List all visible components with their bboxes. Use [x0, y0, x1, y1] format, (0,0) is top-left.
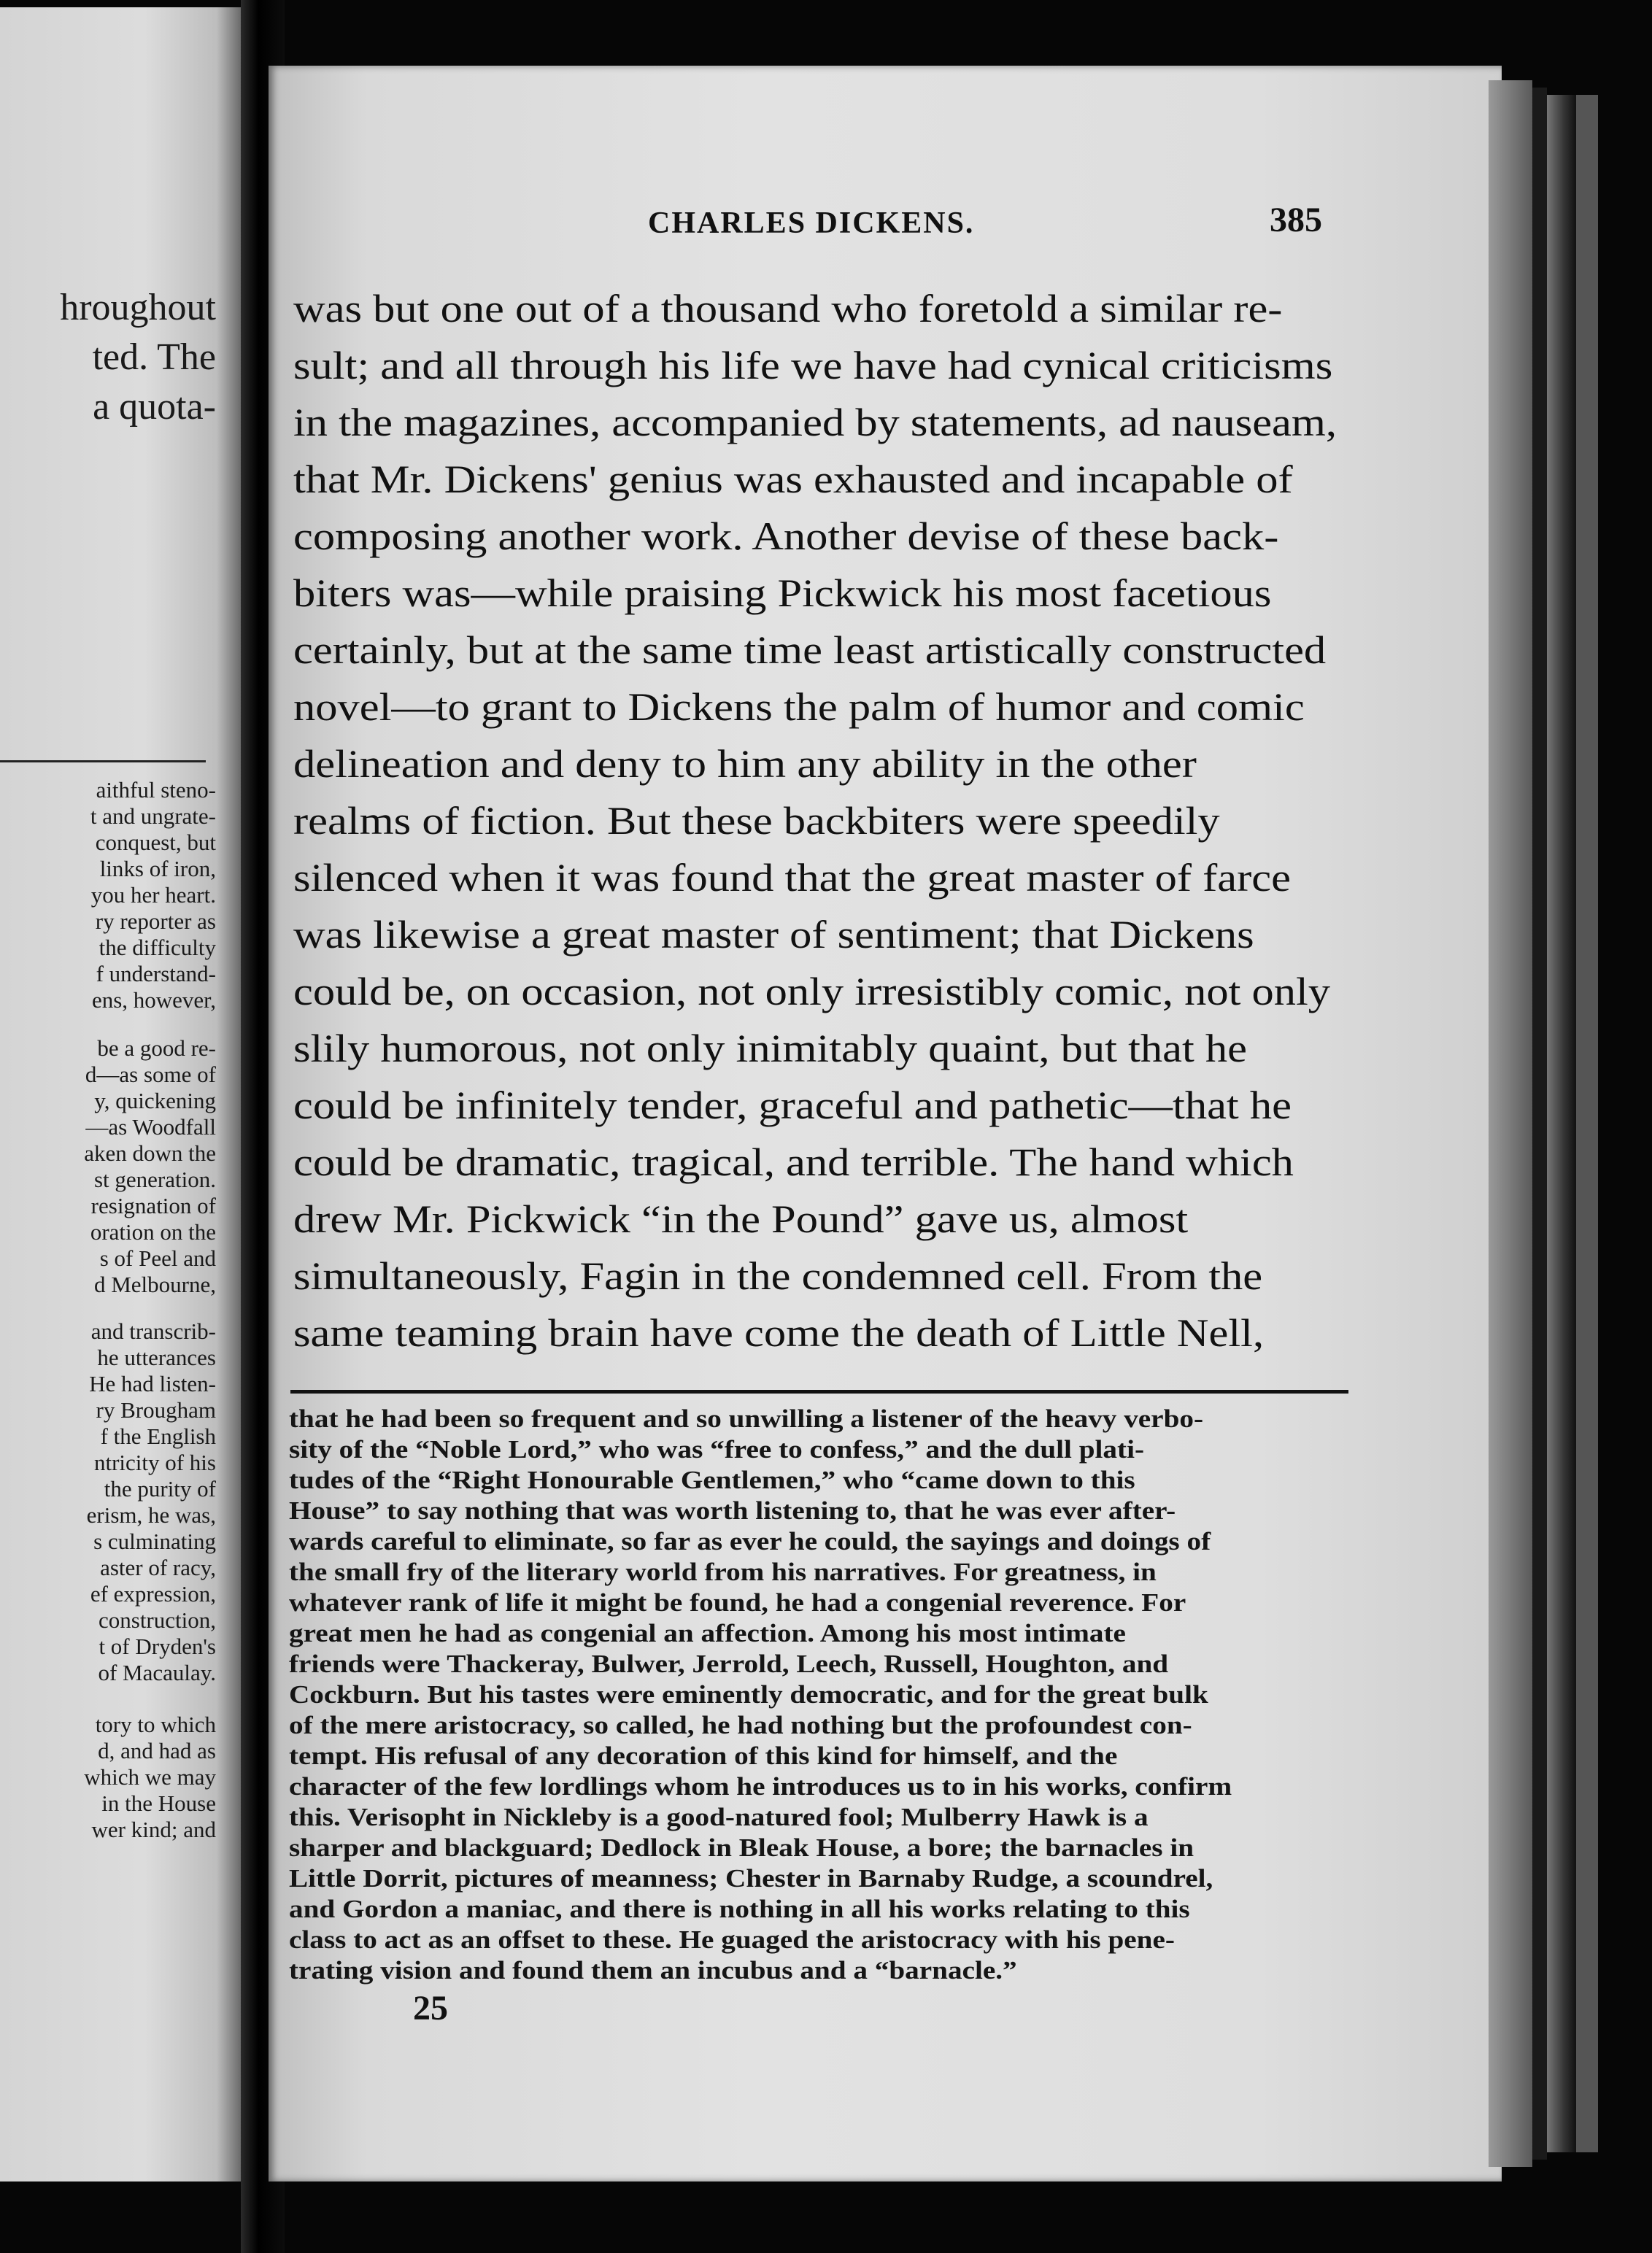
- body-line: novel—to grant to Dickens the palm of humor and comic: [293, 685, 1305, 729]
- left-page-note-line: s culminating: [93, 1529, 216, 1554]
- footnote-line: that he had been so frequent and so unwilling a listener of the heavy verbo-: [289, 1404, 1204, 1433]
- left-page-note-line: ry reporter as: [95, 908, 216, 934]
- footnote-line: House” to say nothing that was worth listening to, that he was ever after-: [289, 1496, 1176, 1525]
- left-page-note-line: aithful steno-: [96, 777, 216, 803]
- body-line: in the magazines, accompanied by statements, ad nauseam,: [293, 401, 1337, 444]
- body-line: biters was—while praising Pickwick his most facetious: [293, 571, 1272, 615]
- body-line: silenced when it was found that the great master of farce: [293, 856, 1291, 900]
- left-page-note-line: y, quickening: [94, 1088, 216, 1113]
- footnote-line: and Gordon a maniac, and there is nothing in all his works relating to this: [289, 1895, 1190, 1923]
- left-page-note-line: f understand-: [96, 961, 216, 986]
- left-page-line: a quota-: [93, 386, 216, 428]
- left-page-note-line: the difficulty: [99, 935, 216, 960]
- footnote-line: character of the few lordlings whom he introduces us to in his works, confirm: [289, 1772, 1232, 1801]
- left-page-note-line: which we may: [84, 1764, 216, 1790]
- left-page-note-line: construction,: [99, 1607, 216, 1633]
- page-edge: [1489, 80, 1532, 2167]
- left-page-note-line: aken down the: [84, 1140, 216, 1166]
- footnote-line: wards careful to eliminate, so far as ever he could, the sayings and doings of: [289, 1527, 1211, 1556]
- left-page-note-line: d Melbourne,: [93, 1272, 216, 1297]
- left-page-line: hroughout: [60, 287, 216, 328]
- left-page-note-line: you her heart.: [90, 882, 216, 908]
- body-line: was likewise a great master of sentiment; that Dickens: [293, 913, 1254, 957]
- body-line: simultaneously, Fagin in the condemned cell. From the: [293, 1254, 1263, 1298]
- signature-mark: 25: [413, 1989, 448, 2028]
- left-page-rule: [0, 760, 206, 762]
- left-facing-page: [0, 7, 241, 2181]
- page-edge: [1576, 95, 1598, 2152]
- footnote-line: friends were Thackeray, Bulwer, Jerrold, Leech, Russell, Houghton, and: [289, 1650, 1169, 1678]
- left-page-note-line: resignation of: [90, 1193, 216, 1218]
- footnote-line: sharper and blackguard; Dedlock in Bleak House, a bore; the barnacles in: [289, 1833, 1194, 1862]
- left-page-note-line: d—as some of: [85, 1062, 216, 1087]
- footnote-line: class to act as an offset to these. He guaged the aristocracy with his pene-: [289, 1925, 1175, 1954]
- left-page-note-line: he utterances: [97, 1345, 216, 1370]
- body-line: could be, on occasion, not only irresistibly comic, not only: [293, 970, 1331, 1013]
- left-page-note-line: s of Peel and: [99, 1245, 216, 1271]
- left-page-note-line: ef expression,: [90, 1581, 216, 1607]
- body-line: realms of fiction. But these backbiters were speedily: [293, 799, 1220, 843]
- left-page-note-line: tory to which: [95, 1712, 216, 1737]
- body-line: delineation and deny to him any ability in the other: [293, 742, 1197, 786]
- running-header: [0, 201, 1652, 250]
- left-page-note-line: He had listen-: [89, 1371, 216, 1396]
- body-line: composing another work. Another devise of these back-: [293, 514, 1279, 558]
- left-page-note-line: —as Woodfall: [85, 1114, 216, 1140]
- left-page-note-line: wer kind; and: [91, 1817, 216, 1842]
- footnote-line: whatever rank of life it might be found, he had a congenial reverence. For: [289, 1588, 1186, 1617]
- body-line: same teaming brain have come the death of Little Nell,: [293, 1311, 1265, 1355]
- body-line: could be infinitely tender, graceful and pathetic—that he: [293, 1083, 1292, 1127]
- page-number: 385: [1270, 201, 1322, 239]
- body-line: sult; and all through his life we have had cynical criticisms: [293, 344, 1333, 387]
- running-title: CHARLES DICKENS.: [648, 206, 975, 240]
- footnote-line: Little Dorrit, pictures of meanness; Chester in Barnaby Rudge, a scoundrel,: [289, 1864, 1213, 1893]
- footnote-line: this. Verisopht in Nickleby is a good-natured fool; Mulberry Hawk is a: [289, 1803, 1149, 1831]
- footnote-line: tempt. His refusal of any decoration of this kind for himself, and the: [289, 1742, 1118, 1770]
- body-line: certainly, but at the same time least artistically constructed: [293, 628, 1327, 672]
- page-edge: [1532, 88, 1547, 2160]
- footnote-line: the small fry of the literary world from his narratives. For greatness, in: [289, 1558, 1157, 1586]
- body-line: was but one out of a thousand who foretold a similar re-: [293, 287, 1283, 331]
- page-edge: [1547, 95, 1576, 2152]
- body-line: that Mr. Dickens' genius was exhausted and incapable of: [293, 457, 1293, 501]
- left-page-note-line: conquest, but: [95, 830, 216, 855]
- body-line: drew Mr. Pickwick “in the Pound” gave us, almost: [293, 1197, 1189, 1241]
- left-page-note-line: aster of racy,: [100, 1555, 216, 1580]
- left-page-note-line: links of iron,: [99, 856, 216, 881]
- footnote-line: trating vision and found them an incubus and a “barnacle.”: [289, 1956, 1017, 1985]
- left-page-note-line: of Macaulay.: [98, 1660, 216, 1685]
- left-page-note-line: ntricity of his: [93, 1450, 216, 1475]
- left-page-note-line: be a good re-: [97, 1035, 216, 1061]
- footnote-line: Cockburn. But his tastes were eminently democratic, and for the great bulk: [289, 1680, 1208, 1709]
- left-page-note-line: f the English: [100, 1423, 216, 1449]
- footnote-rule: [290, 1390, 1348, 1394]
- left-page-note-line: ry Brougham: [96, 1397, 216, 1423]
- body-line: could be dramatic, tragical, and terrible. The hand which: [293, 1140, 1294, 1184]
- footnote-line: tudes of the “Right Honourable Gentlemen,” who “came down to this: [289, 1466, 1135, 1494]
- left-page-note-line: and transcrib-: [90, 1318, 216, 1344]
- body-line: slily humorous, not only inimitably quaint, but that he: [293, 1027, 1247, 1070]
- left-page-note-line: t and ungrate-: [90, 803, 216, 829]
- left-page-note-line: erism, he was,: [86, 1502, 216, 1528]
- footnote-line: of the mere aristocracy, so called, he had nothing but the profoundest con-: [289, 1711, 1192, 1739]
- left-page-note-line: d, and had as: [98, 1738, 216, 1763]
- left-page-note-line: st generation.: [93, 1167, 216, 1192]
- left-page-note-line: the purity of: [104, 1476, 216, 1502]
- left-page-note-line: t of Dryden's: [99, 1634, 216, 1659]
- footnote-line: sity of the “Noble Lord,” who was “free to confess,” and the dull plati-: [289, 1435, 1145, 1464]
- left-page-note-line: ens, however,: [91, 987, 216, 1013]
- footnote-line: great men he had as congenial an affection. Among his most intimate: [289, 1619, 1126, 1647]
- left-page-note-line: oration on the: [90, 1219, 216, 1245]
- left-page-note-line: in the House: [101, 1790, 216, 1816]
- left-page-line: ted. The: [92, 336, 216, 378]
